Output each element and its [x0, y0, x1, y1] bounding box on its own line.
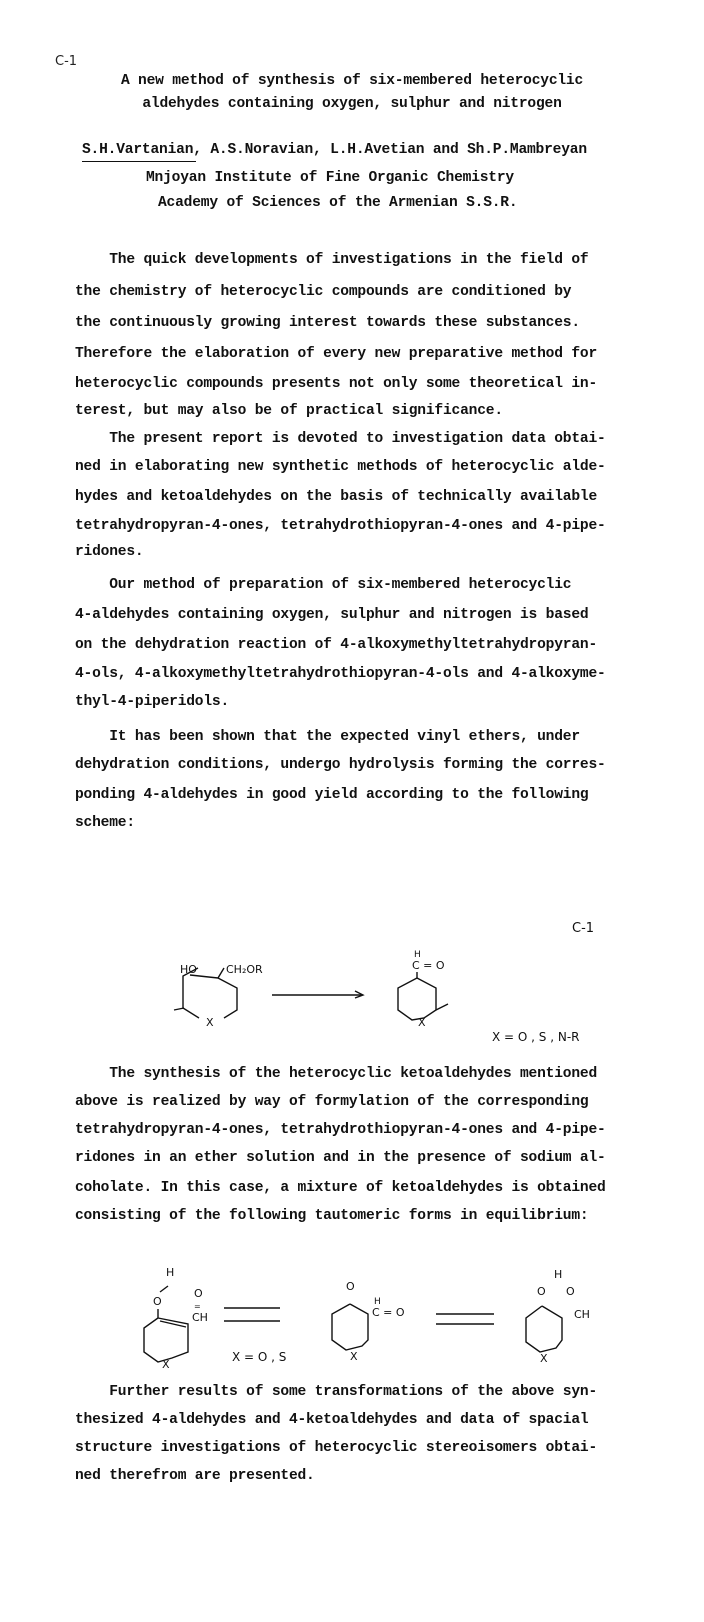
- aldehyde-h-label: H: [374, 1297, 381, 1307]
- bond: [436, 1004, 448, 1010]
- h-label: H: [166, 1266, 175, 1279]
- ring-left-b: [218, 978, 237, 1018]
- text-line: Further results of some transformations of the above syn-: [75, 1384, 598, 1400]
- ch-label: CH: [192, 1311, 208, 1324]
- authors: S.H.Vartanian, A.S.Noravian, L.H.Avetian and Sh.P.Mambreyan: [82, 142, 587, 158]
- text-line: heterocyclic compounds presents not only some theoretical in-: [75, 376, 598, 392]
- text-line: It has been shown that the expected vinyl ethers, under: [75, 729, 580, 745]
- text-line: 4-ols, 4-alkoxymethyltetrahydrothiopyran-4-ols and 4-alkoxyme-: [75, 666, 606, 682]
- double-bond: [160, 1321, 186, 1327]
- text-line: thesized 4-aldehydes and 4-ketoaldehydes and data of spacial: [75, 1412, 589, 1428]
- enol-o-label: O: [153, 1295, 162, 1308]
- text-line: tetrahydropyran-4-ones, tetrahydrothiopyran-4-ones and 4-pipe-: [75, 1122, 606, 1138]
- aldehyde-h-label: H: [414, 950, 421, 960]
- bond: [218, 968, 224, 978]
- alkoxymethyl-label: CH₂OR: [226, 963, 263, 976]
- substituent-condition: X = O , S , N-R: [492, 1030, 580, 1044]
- heteroatom-label: X: [540, 1352, 548, 1365]
- ch-label: CH: [574, 1308, 590, 1321]
- aldehyde-o-label: O: [194, 1287, 203, 1300]
- text-line: The synthesis of the heterocyclic ketoaldehydes mentioned: [75, 1066, 598, 1082]
- scheme-2: [144, 1266, 590, 1371]
- heteroatom-label: X: [162, 1358, 170, 1371]
- ring-right: [398, 978, 436, 1020]
- heteroatom-label: X: [418, 1016, 426, 1029]
- scheme-1: [174, 921, 594, 1044]
- text-line: thyl-4-piperidols.: [75, 694, 230, 710]
- text-line: scheme:: [75, 815, 135, 831]
- text-line: consisting of the following tautomeric forms in equilibrium:: [75, 1208, 589, 1224]
- scheme-page-label: C-1: [572, 921, 595, 936]
- text-line: hydes and ketoaldehydes on the basis of technically available: [75, 489, 598, 505]
- ring-2: [332, 1304, 368, 1350]
- heteroatom-label: X: [350, 1350, 358, 1363]
- text-line: tetrahydropyran-4-ones, tetrahydrothiopyran-4-ones and 4-pipe-: [75, 518, 606, 534]
- text-line: ridones.: [75, 544, 144, 560]
- text-line: ridones in an ether solution and in the presence of sodium al-: [75, 1150, 606, 1166]
- ring-3: [526, 1306, 562, 1352]
- text-line: dehydration conditions, undergo hydrolysis forming the corres-: [75, 757, 606, 773]
- text-line: Our method of preparation of six-membered heterocyclic: [75, 577, 572, 593]
- keto-o-label: O: [346, 1280, 355, 1293]
- enol-o-label: O: [566, 1285, 575, 1298]
- text-line: coholate. In this case, a mixture of ketoaldehydes is obtained: [75, 1180, 606, 1196]
- text-line: structure investigations of heterocyclic stereoisomers obtai-: [75, 1440, 598, 1456]
- title-line-2: aldehydes containing oxygen, sulphur and nitrogen: [142, 96, 562, 112]
- bond: [174, 1008, 184, 1010]
- text-line: on the dehydration reaction of 4-alkoxymethyltetrahydropyran-: [75, 637, 598, 653]
- bond: [160, 1286, 168, 1292]
- text-line: 4-aldehydes containing oxygen, sulphur and nitrogen is based: [75, 607, 589, 623]
- aldehyde-label: C = O: [412, 959, 445, 972]
- affiliation-line-1: Mnjoyan Institute of Fine Organic Chemistry: [146, 170, 514, 186]
- text-line: ponding 4-aldehydes in good yield according to the following: [75, 787, 589, 803]
- heteroatom-label: X: [206, 1016, 214, 1029]
- ring-1: [144, 1309, 188, 1362]
- affiliation-line-2: Academy of Sciences of the Armenian S.S.R.: [158, 195, 518, 211]
- bond: [190, 975, 218, 978]
- text-line: ned therefrom are presented.: [75, 1468, 315, 1484]
- h-label: H: [554, 1268, 563, 1281]
- text-line: Therefore the elaboration of every new preparative method for: [75, 346, 598, 362]
- text-line: ned in elaborating new synthetic methods of heterocyclic alde-: [75, 459, 606, 475]
- keto-o-label: O: [537, 1285, 546, 1298]
- text-line: terest, but may also be of practical significance.: [75, 403, 503, 419]
- hydroxy-label: HO: [180, 963, 197, 976]
- text-line: above is realized by way of formylation of the corresponding: [75, 1094, 589, 1110]
- aldehyde-label: C = O: [372, 1306, 405, 1319]
- text-line: The quick developments of investigations in the field of: [75, 252, 589, 268]
- substituent-condition: X = O , S: [232, 1350, 287, 1364]
- title-line-1: A new method of synthesis of six-membered heterocyclic: [120, 73, 584, 89]
- text-line: the continuously growing interest towards these substances.: [75, 315, 580, 331]
- double-bond-mark: =: [194, 1302, 201, 1311]
- text-line: The present report is devoted to investigation data obtai-: [75, 431, 606, 447]
- page-label: C-1: [55, 54, 78, 69]
- text-line: the chemistry of heterocyclic compounds are conditioned by: [75, 284, 572, 300]
